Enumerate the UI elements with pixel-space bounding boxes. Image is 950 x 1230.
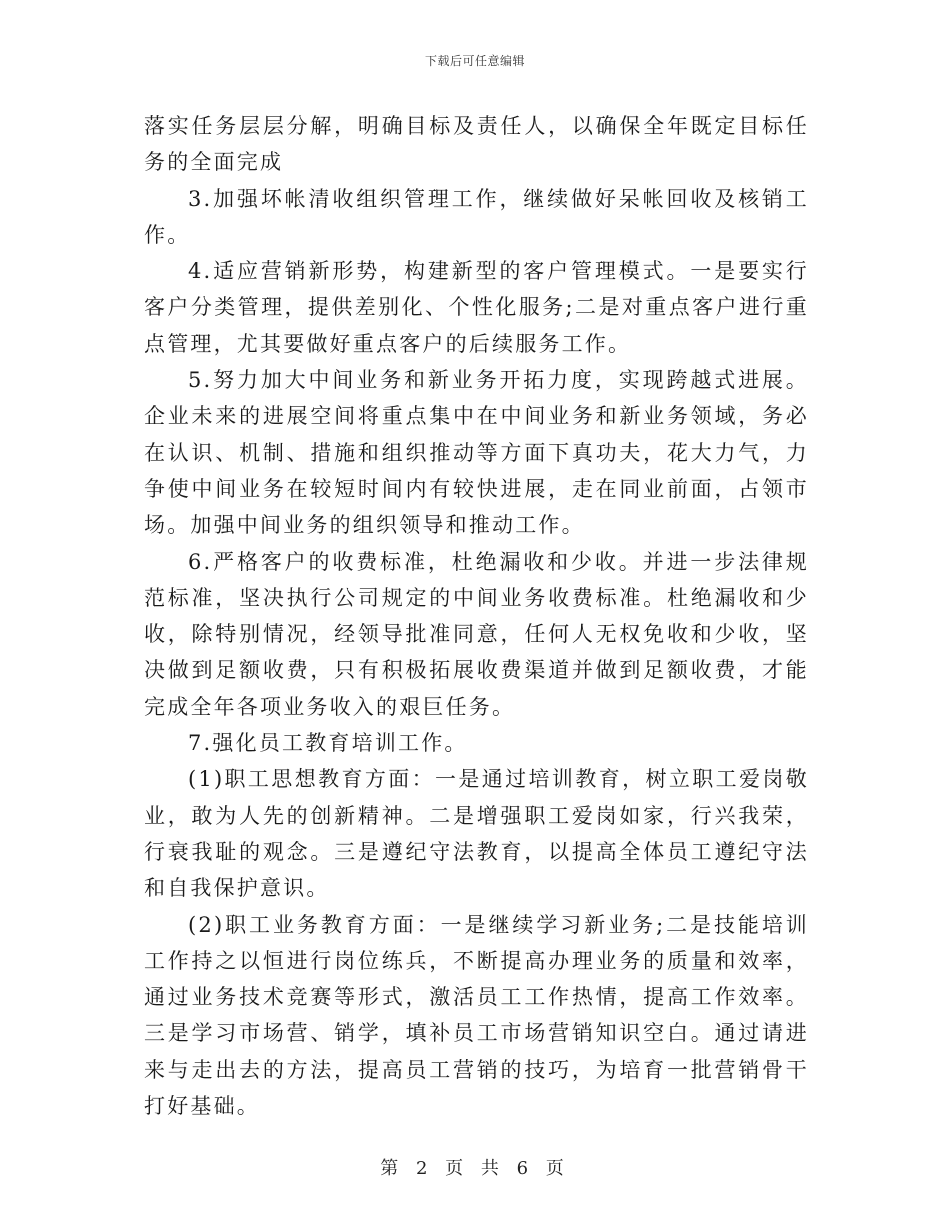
paragraph: 7.强化员工教育培训工作。 (188, 731, 468, 756)
paragraph: 3.加强坏帐清收组织管理工作，继续做好呆帐回收及核销工作。 (144, 186, 809, 247)
page-header: 下载后可任意编辑 (424, 54, 525, 68)
page-number: 第 2 页 共 6 页 (380, 1158, 570, 1179)
paragraph: 5.努力加大中间业务和新业务开拓力度，实现跨越式进展。企业未来的进展空间将重点集中在中间业务和新业务领域，务必在认识、机制、措施和组织推动等方面下真功夫，花大力气，力争使中间业务在较短时间内有较快进展，走在同业前面，占领市场。加强中间业务的组织领导和推动工作。 (144, 368, 809, 538)
paragraph: (1)职工思想教育方面：一是通过培训教育，树立职工爱岗敬业，敢为人先的创新精神。二是增强职工爱岗如家，行兴我荣，行衰我耻的观念。三是遵纪守法教育，以提高全体员工遵纪守法和自我保护意识。 (144, 767, 809, 901)
paragraph: 6.严格客户的收费标准，杜绝漏收和少收。并进一步法律规范标准，坚决执行公司规定的中间业务收费标准。杜绝漏收和少收，除特别情况，经领导批准同意，任何人无权免收和少收，坚决做到足额收费，只有积极拓展收费渠道并做到足额收费，才能完成全年各项业务收入的艰巨任务。 (144, 549, 809, 719)
paragraph: 落实任务层层分解，明确目标及责任人，以确保全年既定目标任务的全面完成 (144, 114, 809, 175)
paragraph: (2)职工业务教育方面：一是继续学习新业务;二是技能培训工作持之以恒进行岗位练兵，不断提高办理业务的质量和效率，通过业务技术竞赛等形式，激活员工工作热情，提高工作效率。三是学习市场营、销学，填补员工市场营销知识空白。通过请进来与走出去的方法，提高员工营销的技巧，为培育一批营销骨干打好基础。 (144, 912, 809, 1119)
document-body (144, 108, 809, 1124)
paragraph: 4.适应营销新形势，构建新型的客户管理模式。一是要实行客户分类管理，提供差别化、个性化服务;二是对重点客户进行重点管理，尤其要做好重点客户的后续服务工作。 (144, 259, 809, 356)
